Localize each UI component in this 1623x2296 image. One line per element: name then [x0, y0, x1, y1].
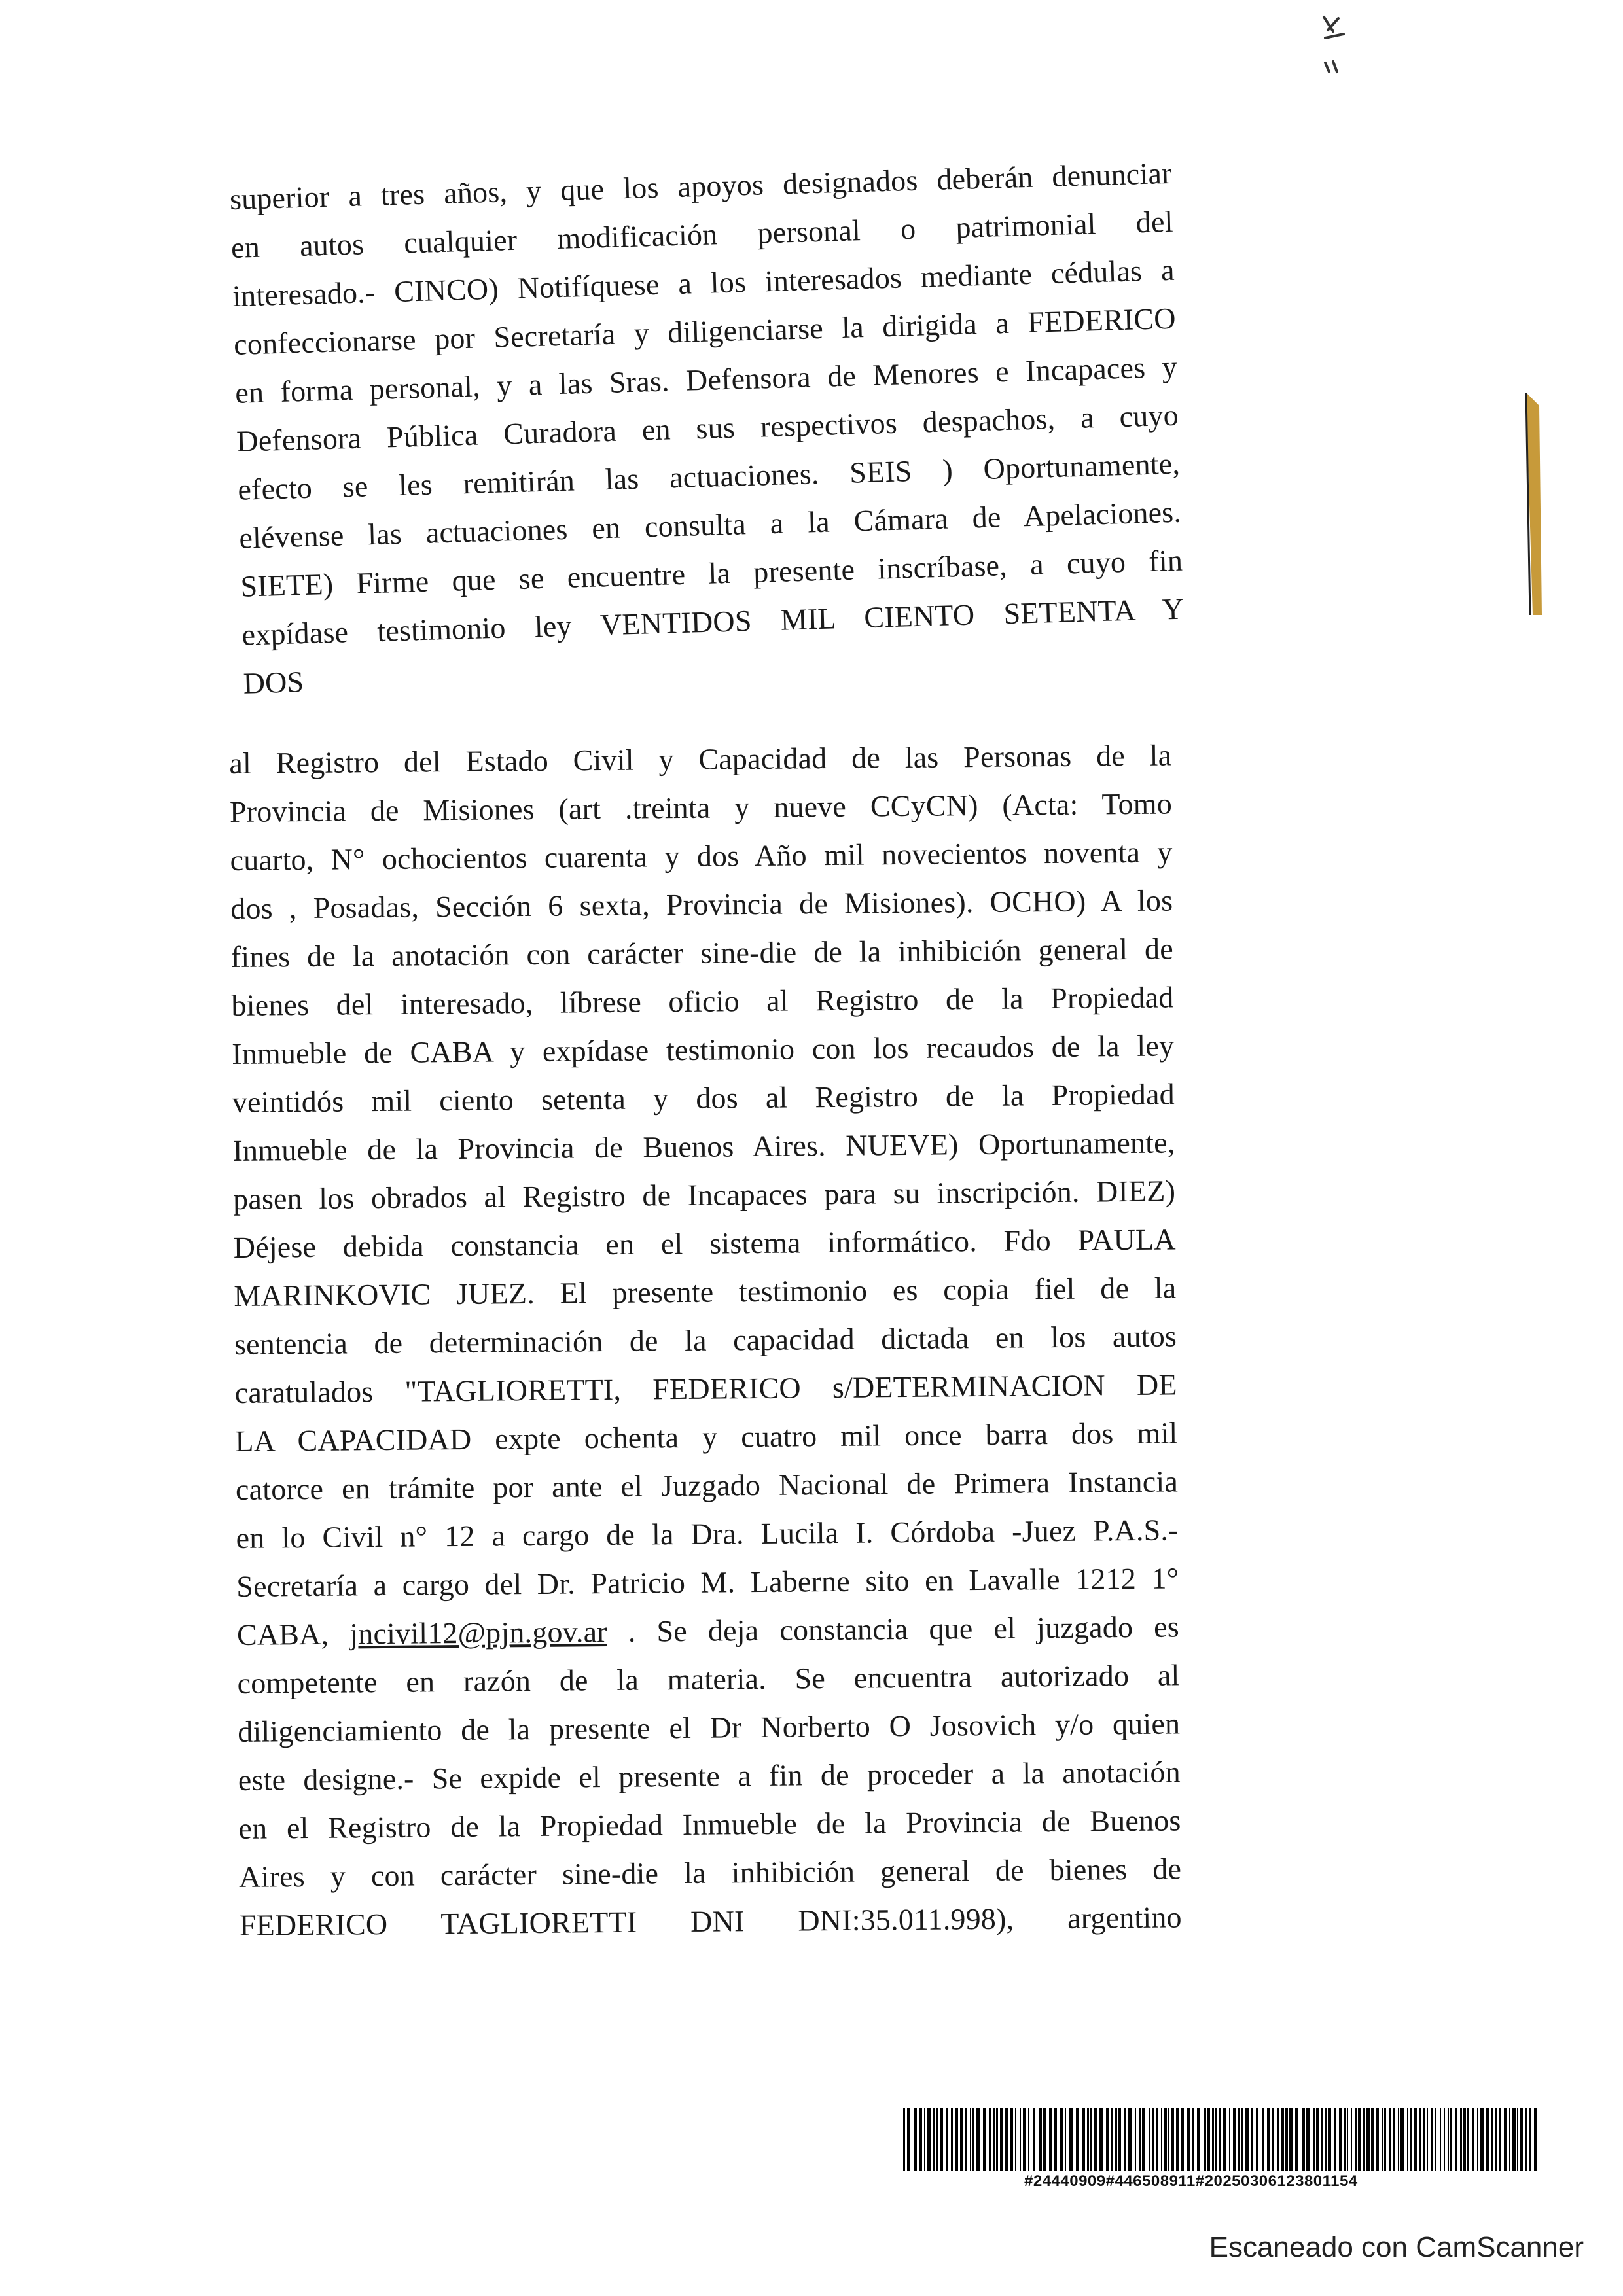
barcode-bar: [1033, 2108, 1035, 2171]
barcode-bar: [914, 2108, 917, 2171]
barcode-bar: [1289, 2108, 1293, 2171]
barcode-bar: [1135, 2108, 1136, 2171]
barcode-bar: [960, 2108, 963, 2171]
barcode-bar: [1321, 2108, 1323, 2171]
barcode-bar: [1382, 2108, 1383, 2171]
barcode-bar: [1219, 2108, 1221, 2171]
barcode-bar: [1204, 2108, 1206, 2171]
barcode-bar: [1171, 2108, 1174, 2171]
text-line: Déjese debida constancia en el sistema informático. Fdo PAULA: [233, 1222, 1176, 1264]
barcode-bar: [972, 2108, 974, 2171]
barcode-bar: [1238, 2108, 1240, 2171]
barcode-bar: [1467, 2108, 1469, 2171]
barcode-bar: [1207, 2108, 1210, 2171]
barcode-bar: [1118, 2108, 1121, 2171]
barcode-bar: [903, 2108, 905, 2171]
text-line: cuarto, N° ochocientos cuarenta y dos Año mil novecientos noventa y: [230, 835, 1173, 877]
text-line: bienes del interesado, líbrese oficio al Registro de la Propiedad: [231, 980, 1174, 1022]
barcode-bar: [1363, 2108, 1365, 2171]
barcode-bar: [1486, 2108, 1489, 2171]
text-line: en autos cualquier modificación personal o patrimonial del: [230, 204, 1174, 264]
barcode-bar: [1054, 2108, 1057, 2171]
handwritten-corner-mark: [1319, 12, 1351, 74]
barcode-bar: [1351, 2108, 1352, 2171]
barcode-bar: [1509, 2108, 1510, 2171]
barcode-bar: [1344, 2108, 1346, 2171]
text-line: Provincia de Misiones (art .treinta y nueve CCyCN) (Acta: Tomo: [229, 786, 1173, 828]
barcode-bar: [1069, 2108, 1073, 2171]
barcode-bar: [1281, 2108, 1284, 2171]
camscanner-watermark: Escaneado con CamScanner: [1209, 2231, 1584, 2263]
barcode-bar: [1164, 2108, 1167, 2171]
barcode-bar: [1313, 2108, 1315, 2171]
barcode-bar: [1358, 2108, 1361, 2171]
barcode-bar: [951, 2108, 953, 2171]
barcode-bar: [1491, 2108, 1493, 2171]
text-line: MARINKOVIC JUEZ. El presente testimonio es copia fiel de la: [234, 1271, 1177, 1313]
barcode-bar: [1306, 2108, 1310, 2171]
text-line: Secretaría a cargo del Dr. Patricio M. Laberne sito en Lavalle 1212 1°: [236, 1561, 1179, 1603]
text-line: superior a tres años, y que los apoyos designados deberán denunciar: [229, 156, 1173, 216]
barcode-bar: [1440, 2108, 1441, 2171]
text-line: pasen los obrados al Registro de Incapaces para su inscripción. DIEZ): [232, 1174, 1176, 1216]
barcode-bar: [1460, 2108, 1462, 2171]
email-line: [237, 1602, 1180, 1659]
text-line: veintidós mil ciento setenta y dos al Registro de la Propiedad: [232, 1077, 1175, 1119]
barcode-bar: [1277, 2108, 1279, 2171]
text-line: fines de la anotación con carácter sine-die de la inhibición general de: [230, 932, 1174, 974]
text-line: Inmueble de CABA y expídase testimonio con los recaudos de la ley: [231, 1029, 1175, 1070]
barcode-bar: [927, 2108, 931, 2171]
text-line: DOS: [242, 665, 304, 700]
barcode-bar: [1371, 2108, 1374, 2171]
barcode-bar: [933, 2108, 935, 2171]
barcode-bar: [1251, 2108, 1253, 2171]
barcode-bar: [1023, 2108, 1026, 2171]
barcode-bar: [1128, 2108, 1132, 2171]
barcode-bar: [970, 2108, 971, 2171]
barcode-bar: [1233, 2108, 1236, 2171]
barcode-bar: [1197, 2108, 1200, 2171]
barcode-bar: [1090, 2108, 1092, 2171]
barcode-bar: [983, 2108, 986, 2171]
barcode-number: #24440909#446508911#20250306123801154: [1024, 2172, 1358, 2190]
barcode-bar: [1504, 2108, 1507, 2171]
barcode-bar: [919, 2108, 922, 2171]
barcode-bar: [1049, 2108, 1052, 2171]
text-line: FEDERICO TAGLIORETTI DNI DNI:35.011.998), argentino: [239, 1900, 1182, 1942]
barcode-bar: [1347, 2108, 1348, 2171]
barcode-bar: [1161, 2108, 1162, 2171]
barcode-bar: [1229, 2108, 1230, 2171]
barcode-bar: [940, 2108, 943, 2171]
barcode-bar: [1423, 2108, 1425, 2171]
barcode-bar: [1139, 2108, 1141, 2171]
barcode-bar: [1124, 2108, 1126, 2171]
barcode-bar: [1043, 2108, 1046, 2171]
barcode-bar: [1499, 2108, 1501, 2171]
barcode-bar: [1215, 2108, 1217, 2171]
barcode-bar: [1384, 2108, 1386, 2171]
text-line: competente en razón de la materia. Se encuentra autorizado al: [237, 1658, 1180, 1700]
text-line: en lo Civil n° 12 a cargo de la Dra. Lucila I. Córdoba -Juez P.A.S.-: [236, 1513, 1179, 1555]
text-line: caratulados "TAGLIORETTI, FEDERICO s/DETERMINACION DE: [234, 1368, 1177, 1409]
barcode-bar: [1262, 2108, 1264, 2171]
barcode-bar: [996, 2108, 998, 2171]
barcode-bar: [1455, 2108, 1457, 2171]
court-email-link[interactable]: jncivil12@pjn.gov.ar: [349, 1615, 607, 1651]
barcode-bar: [1256, 2108, 1258, 2171]
barcode-bar: [1435, 2108, 1436, 2171]
text-line: elévense las actuaciones en consulta a la Cámara de Apelaciones.: [238, 495, 1182, 555]
barcode-bar: [1156, 2108, 1158, 2171]
barcode-bar: [1028, 2108, 1029, 2171]
barcode-bar: [946, 2108, 948, 2171]
sheet-edge-shadow: [1525, 393, 1544, 615]
barcode-bar: [1082, 2108, 1085, 2171]
barcode-bar: [989, 2108, 991, 2171]
barcode-bar: [1328, 2108, 1331, 2171]
text-line: efecto se les remitirán las actuaciones. SEIS ) Oportunamente,: [237, 446, 1181, 506]
text-line: Aires y con carácter sine-die la inhibición general de bienes de: [238, 1852, 1182, 1894]
text-line: SIETE) Firme que se encuentre la presente inscríbase, a cuyo fin: [240, 543, 1183, 603]
barcode-bar: [1142, 2108, 1145, 2171]
barcode-bar: [1149, 2108, 1150, 2171]
barcode-bar: [1115, 2108, 1117, 2171]
paragraph-block-1: [229, 149, 1186, 708]
barcode-bar: [1450, 2108, 1452, 2171]
text-line: sentencia de determinación de la capacidad dictada en los autos: [234, 1319, 1177, 1361]
barcode-bar: [924, 2108, 925, 2171]
barcode-bar: [1099, 2108, 1103, 2171]
text-line: en forma personal, y a las Sras. Defensora de Menores e Incapaces y: [234, 349, 1178, 410]
barcode-bar: [1529, 2108, 1531, 2171]
text-line: LA CAPACIDAD expte ochenta y cuatro mil once barra dos mil: [235, 1416, 1178, 1458]
barcode-bar: [1334, 2108, 1336, 2171]
barcode-bar: [1448, 2108, 1449, 2171]
barcode-bar: [1431, 2108, 1433, 2171]
barcode-bar: [936, 2108, 938, 2171]
barcode-bar: [1181, 2108, 1184, 2171]
text-line: catorce en trámite por ante el Juzgado Nacional de Primera Instancia: [235, 1464, 1179, 1506]
barcode-bar: [1427, 2108, 1428, 2171]
barcode-bar: [1407, 2108, 1408, 2171]
text-line: Defensora Pública Curadora en sus respectivos despachos, a cuyo: [236, 398, 1179, 458]
barcode-bar: [1010, 2108, 1013, 2171]
barcode-bar: [1414, 2108, 1417, 2171]
barcode-bar: [1472, 2108, 1474, 2171]
barcode-bar: [1168, 2108, 1169, 2171]
barcode-bar: [1419, 2108, 1421, 2171]
barcode-bar: [907, 2108, 910, 2171]
barcode-bar: [1325, 2108, 1327, 2171]
text-line: en el Registro de la Propiedad Inmueble de la Provincia de Buenos: [238, 1803, 1181, 1845]
barcode-bar: [1267, 2108, 1270, 2171]
barcode-bar: [1187, 2108, 1190, 2171]
barcode-bar: [1366, 2108, 1370, 2171]
barcode-bar: [1520, 2108, 1523, 2171]
barcode-bar: [965, 2108, 967, 2171]
barcode-bar: [1272, 2108, 1274, 2171]
text-line: este designe.- Se expide el presente a fin de proceder a la anotación: [238, 1755, 1181, 1797]
barcode-bar: [1005, 2108, 1008, 2171]
barcode-bar: [1339, 2108, 1342, 2171]
barcode-bar: [1015, 2108, 1016, 2171]
barcode-bar: [1389, 2108, 1391, 2171]
barcode-bar: [1212, 2108, 1214, 2171]
barcode-bar: [1534, 2108, 1537, 2171]
text-line: al Registro del Estado Civil y Capacidad de las Personas de la: [229, 738, 1172, 780]
barcode: [903, 2108, 1538, 2190]
barcode-bars: [903, 2108, 1538, 2174]
text-line: diligenciamiento de la presente el Dr Norberto O Josovich y/o quien: [238, 1706, 1181, 1748]
barcode-bar: [1400, 2108, 1404, 2171]
barcode-bar: [1245, 2108, 1249, 2171]
text-line: Inmueble de la Provincia de Buenos Aires. NUEVE) Oportunamente,: [232, 1125, 1175, 1167]
barcode-bar: [1495, 2108, 1497, 2171]
barcode-bar: [1076, 2108, 1079, 2171]
text-line: confeccionarse por Secretaría y diligenciarse la dirigida a FEDERICO: [233, 301, 1177, 361]
barcode-bar: [1512, 2108, 1516, 2171]
barcode-bar: [1477, 2108, 1478, 2171]
barcode-bar: [976, 2108, 980, 2171]
text-line: interesado.- CINCO) Notifíquese a los interesados mediante cédulas a: [232, 253, 1175, 313]
barcode-bar: [1410, 2108, 1412, 2171]
barcode-bar: [1087, 2108, 1089, 2171]
barcode-bar: [1398, 2108, 1399, 2171]
barcode-bar: [1444, 2108, 1445, 2171]
barcode-bar: [1393, 2108, 1395, 2171]
barcode-bar: [1355, 2108, 1357, 2171]
barcode-bar: [1302, 2108, 1305, 2171]
email-line-prefix: CABA,: [236, 1617, 329, 1651]
barcode-bar: [1020, 2108, 1021, 2171]
barcode-bar: [1285, 2108, 1288, 2171]
barcode-bar: [1316, 2108, 1319, 2171]
barcode-bar: [955, 2108, 958, 2171]
barcode-bar: [1094, 2108, 1097, 2171]
barcode-bar: [1525, 2108, 1527, 2171]
text-line: dos , Posadas, Sección 6 sexta, Provincia de Misiones). OCHO) A los: [230, 883, 1173, 925]
barcode-bar: [1295, 2108, 1298, 2171]
text-line: expídase testimonio ley VENTIDOS MIL CIENTO SETENTA Y: [241, 592, 1185, 652]
barcode-bar: [1152, 2108, 1154, 2171]
barcode-bar: [1000, 2108, 1003, 2171]
barcode-bar: [1376, 2108, 1379, 2171]
barcode-bar: [1517, 2108, 1518, 2171]
barcode-bar: [1106, 2108, 1109, 2171]
barcode-bar: [1223, 2108, 1226, 2171]
barcode-bar: [1176, 2108, 1179, 2171]
email-line-suffix: . Se deja constancia que el juzgado es: [628, 1610, 1180, 1648]
barcode-bar: [1463, 2108, 1466, 2171]
paragraph-block-2: [229, 731, 1182, 1949]
barcode-bar: [1192, 2108, 1194, 2171]
barcode-bar: [1039, 2108, 1042, 2171]
barcode-bar: [1480, 2108, 1484, 2171]
barcode-bar: [1060, 2108, 1063, 2171]
barcode-bar: [1065, 2108, 1066, 2171]
barcode-bar: [1111, 2108, 1113, 2171]
barcode-bar: [1241, 2108, 1243, 2171]
barcode-bar: [993, 2108, 995, 2171]
